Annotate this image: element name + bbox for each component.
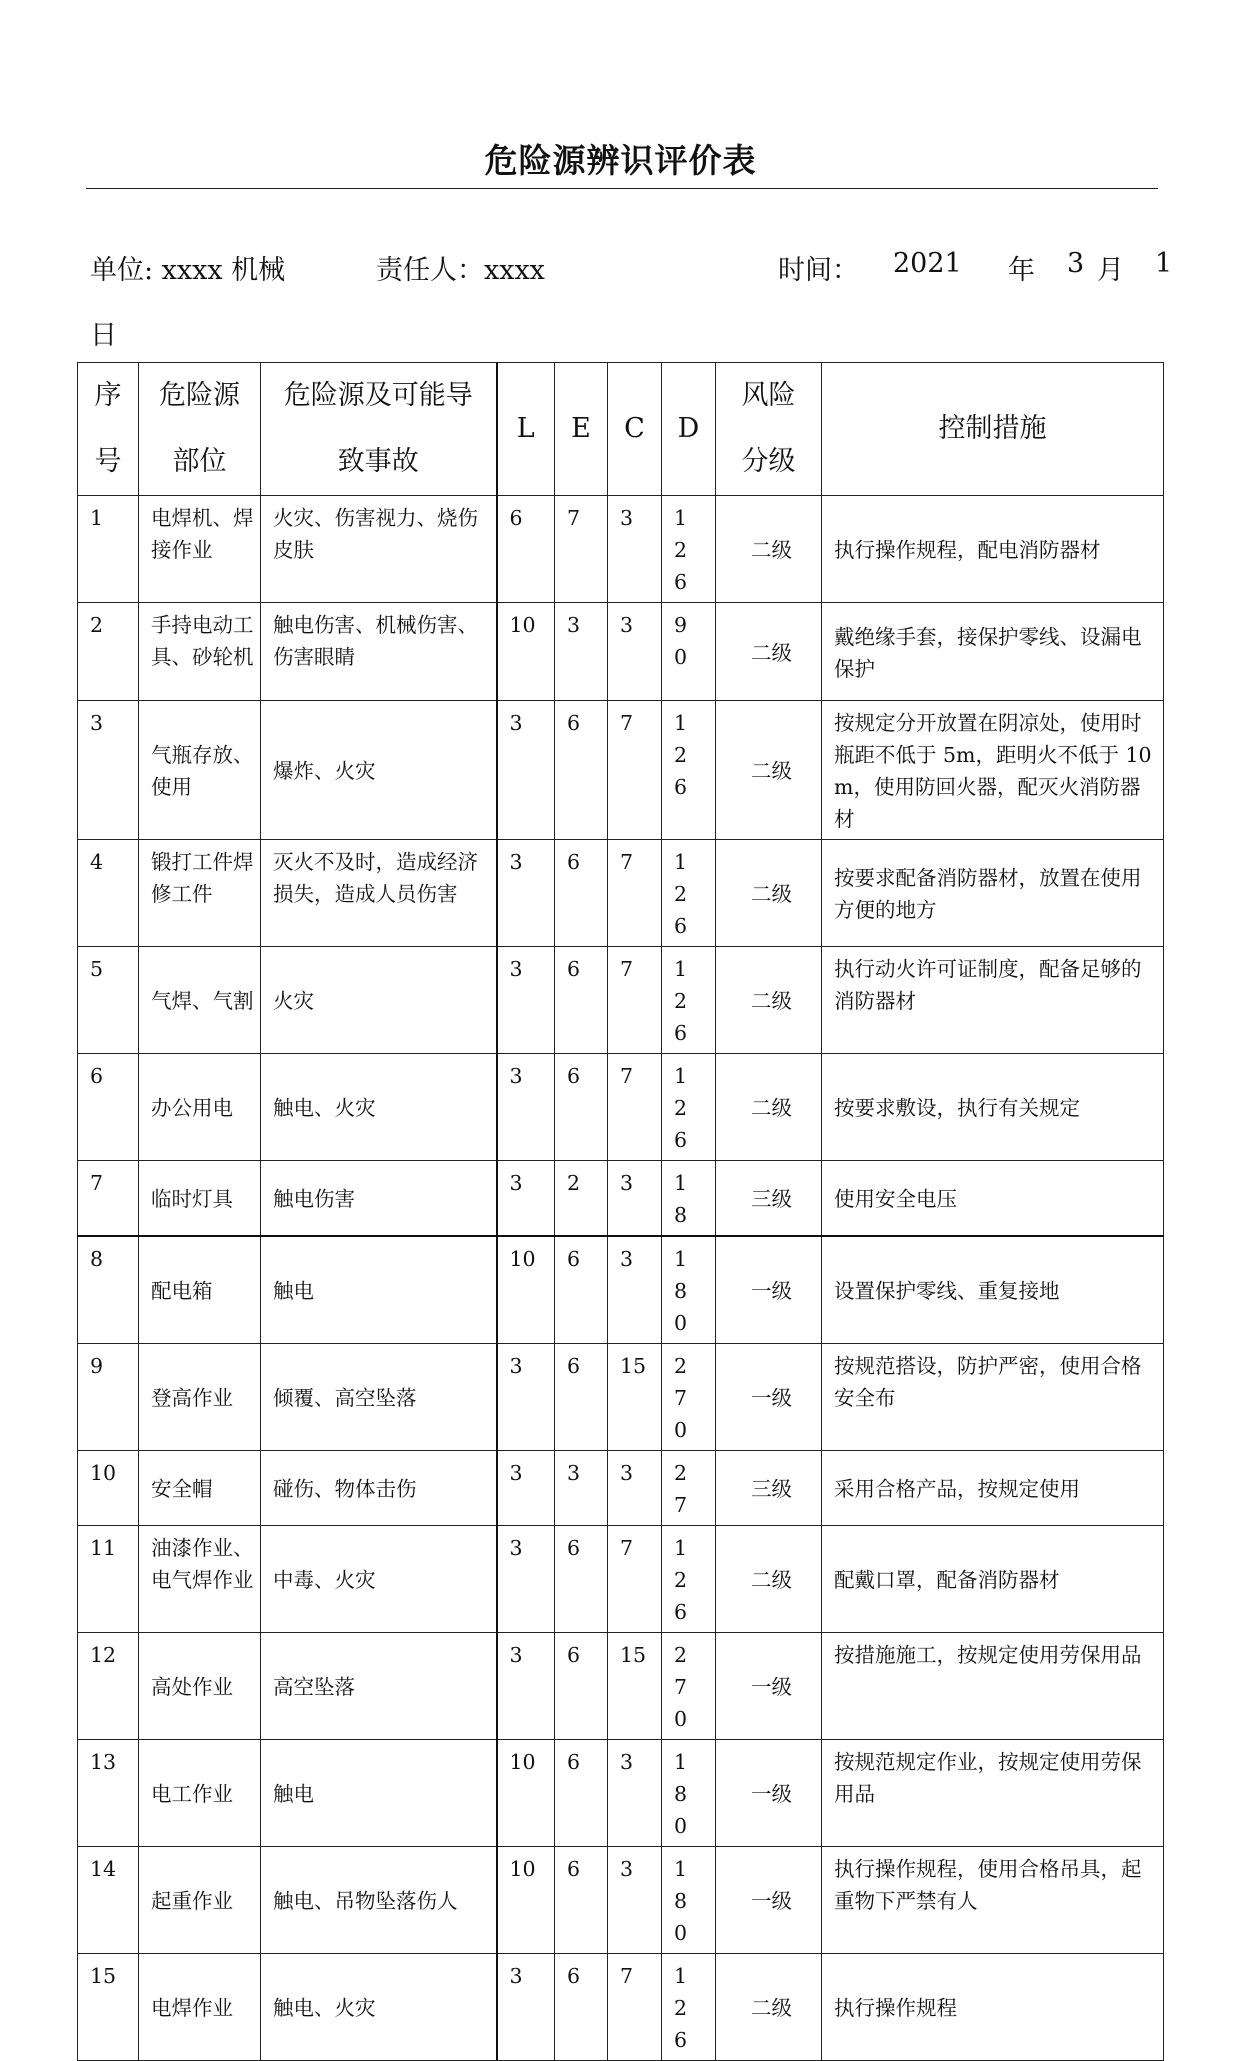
cell-level: 一级 xyxy=(716,1740,822,1847)
cell-location: 手持电动工具、砂轮机 xyxy=(139,603,261,701)
cell-c: 7 xyxy=(608,947,662,1054)
cell-measures: 执行操作规程 xyxy=(822,1954,1164,2061)
cell-hazard: 高空坠落 xyxy=(261,1633,497,1740)
cell-d-value: 90 xyxy=(674,613,688,669)
cell-d-value: 126 xyxy=(674,1964,688,2052)
year-unit: 年 xyxy=(1008,255,1035,286)
time-label: 时间： xyxy=(778,255,859,286)
person-label: 责任人：xxxx xyxy=(376,255,545,286)
cell-measures: 按要求配备消防器材，放置在使用方便的地方 xyxy=(822,840,1164,947)
cell-d-value: 180 xyxy=(674,1247,688,1335)
cell-index: 8 xyxy=(78,1236,139,1344)
table-header-row xyxy=(78,363,1164,496)
hazard-table xyxy=(77,362,1164,2061)
cell-level: 二级 xyxy=(716,496,822,603)
cell-level: 一级 xyxy=(716,1344,822,1451)
cell-measures: 执行动火许可证制度，配备足够的消防器材 xyxy=(822,947,1164,1054)
cell-measures: 使用安全电压 xyxy=(822,1161,1164,1237)
cell-measures: 设置保护零线、重复接地 xyxy=(822,1236,1164,1344)
cell-l: 3 xyxy=(497,1161,555,1237)
cell-l: 10 xyxy=(497,1740,555,1847)
day-unit: 日 xyxy=(90,320,117,351)
cell-hazard: 触电伤害、机械伤害、伤害眼睛 xyxy=(261,603,497,701)
cell-d-value: 180 xyxy=(674,1750,688,1838)
cell-hazard: 灭火不及时，造成经济损失，造成人员伤害 xyxy=(261,840,497,947)
page-title: 危险源辨识评价表 xyxy=(484,141,757,180)
cell-hazard: 触电、火灾 xyxy=(261,1054,497,1161)
cell-d-value: 126 xyxy=(674,506,688,594)
cell-d xyxy=(662,1847,716,1954)
cell-level: 二级 xyxy=(716,947,822,1054)
cell-index: 9 xyxy=(78,1344,139,1451)
table-row xyxy=(78,1236,1164,1344)
table-row xyxy=(78,603,1164,701)
cell-l: 3 xyxy=(497,1054,555,1161)
cell-measures: 按措施施工，按规定使用劳保用品 xyxy=(822,1633,1164,1740)
header-level-line2: 分级 xyxy=(741,446,796,477)
cell-d xyxy=(662,1344,716,1451)
cell-index: 1 xyxy=(78,496,139,603)
cell-e: 3 xyxy=(555,1451,608,1526)
cell-location: 锻打工件焊修工件 xyxy=(139,840,261,947)
cell-hazard: 碰伤、物体击伤 xyxy=(261,1451,497,1526)
cell-d xyxy=(662,1054,716,1161)
cell-e: 6 xyxy=(555,840,608,947)
cell-c: 7 xyxy=(608,1526,662,1633)
cell-level: 二级 xyxy=(716,1054,822,1161)
month-unit: 月 xyxy=(1097,255,1124,286)
cell-d xyxy=(662,1161,716,1237)
header-hazard-line1: 危险源及可能导 xyxy=(283,380,473,411)
table-row xyxy=(78,701,1164,840)
cell-e: 6 xyxy=(555,1344,608,1451)
cell-location: 油漆作业、电气焊作业 xyxy=(139,1526,261,1633)
cell-d xyxy=(662,1954,716,2061)
cell-level: 二级 xyxy=(716,701,822,840)
header-c: C xyxy=(608,363,662,496)
cell-l: 3 xyxy=(497,1451,555,1526)
cell-c: 3 xyxy=(608,1847,662,1954)
cell-index: 15 xyxy=(78,1954,139,2061)
cell-d-value: 18 xyxy=(674,1171,688,1227)
cell-d-value: 27 xyxy=(674,1461,688,1517)
header-l: L xyxy=(497,363,555,496)
cell-d-value: 126 xyxy=(674,850,688,938)
cell-c: 3 xyxy=(608,1740,662,1847)
cell-e: 6 xyxy=(555,1954,608,2061)
cell-d xyxy=(662,1236,716,1344)
cell-l: 3 xyxy=(497,840,555,947)
cell-d xyxy=(662,840,716,947)
cell-c: 3 xyxy=(608,496,662,603)
cell-l: 10 xyxy=(497,603,555,701)
cell-e: 6 xyxy=(555,701,608,840)
table-row xyxy=(78,1847,1164,1954)
cell-measures: 执行操作规程，配电消防器材 xyxy=(822,496,1164,603)
table-row xyxy=(78,1344,1164,1451)
cell-l: 3 xyxy=(497,1954,555,2061)
table-body xyxy=(78,496,1164,2061)
cell-d-value: 126 xyxy=(674,957,688,1045)
cell-level: 三级 xyxy=(716,1451,822,1526)
header-level xyxy=(716,363,822,496)
cell-d xyxy=(662,1526,716,1633)
cell-l: 3 xyxy=(497,701,555,840)
cell-level: 二级 xyxy=(716,603,822,701)
cell-hazard: 爆炸、火灾 xyxy=(261,701,497,840)
cell-hazard: 触电伤害 xyxy=(261,1161,497,1237)
cell-location: 电焊作业 xyxy=(139,1954,261,2061)
cell-c: 7 xyxy=(608,701,662,840)
cell-e: 6 xyxy=(555,1526,608,1633)
unit-label: 单位: xxxx 机械 xyxy=(90,255,286,286)
cell-location: 气焊、气割 xyxy=(139,947,261,1054)
cell-l: 3 xyxy=(497,1344,555,1451)
cell-location: 电工作业 xyxy=(139,1740,261,1847)
cell-d-value: 270 xyxy=(674,1354,688,1442)
cell-d xyxy=(662,603,716,701)
cell-d-value: 180 xyxy=(674,1857,688,1945)
cell-c: 7 xyxy=(608,1954,662,2061)
cell-e: 6 xyxy=(555,947,608,1054)
cell-e: 2 xyxy=(555,1161,608,1237)
month-value: 3 xyxy=(1067,248,1085,279)
cell-c: 15 xyxy=(608,1344,662,1451)
cell-c: 7 xyxy=(608,1054,662,1161)
cell-location: 办公用电 xyxy=(139,1054,261,1161)
table-row xyxy=(78,1526,1164,1633)
cell-hazard: 触电、火灾 xyxy=(261,1954,497,2061)
cell-measures: 执行操作规程，使用合格吊具，起重物下严禁有人 xyxy=(822,1847,1164,1954)
table-row xyxy=(78,1633,1164,1740)
cell-measures: 按规范规定作业，按规定使用劳保用品 xyxy=(822,1740,1164,1847)
table-row xyxy=(78,1740,1164,1847)
cell-hazard: 触电 xyxy=(261,1740,497,1847)
cell-l: 3 xyxy=(497,1526,555,1633)
cell-l: 10 xyxy=(497,1847,555,1954)
cell-hazard: 触电 xyxy=(261,1236,497,1344)
table-row xyxy=(78,947,1164,1054)
cell-d xyxy=(662,1633,716,1740)
table-row xyxy=(78,1054,1164,1161)
cell-location: 安全帽 xyxy=(139,1451,261,1526)
cell-d xyxy=(662,1451,716,1526)
cell-location: 起重作业 xyxy=(139,1847,261,1954)
cell-index: 13 xyxy=(78,1740,139,1847)
header-location-line2: 部位 xyxy=(172,446,227,477)
cell-location: 高处作业 xyxy=(139,1633,261,1740)
cell-d-value: 270 xyxy=(674,1643,688,1731)
cell-d xyxy=(662,947,716,1054)
cell-index: 4 xyxy=(78,840,139,947)
cell-e: 6 xyxy=(555,1740,608,1847)
cell-c: 15 xyxy=(608,1633,662,1740)
cell-d xyxy=(662,701,716,840)
cell-index: 3 xyxy=(78,701,139,840)
cell-measures: 按要求敷设，执行有关规定 xyxy=(822,1054,1164,1161)
cell-measures: 采用合格产品，按规定使用 xyxy=(822,1451,1164,1526)
header-location-line1: 危险源 xyxy=(159,380,240,411)
cell-e: 3 xyxy=(555,603,608,701)
cell-index: 14 xyxy=(78,1847,139,1954)
cell-l: 3 xyxy=(497,1633,555,1740)
cell-measures: 按规定分开放置在阴凉处，使用时瓶距不低于 5m，距明火不低于 10m，使用防回火器，配灭火消防器材 xyxy=(822,701,1164,840)
cell-d-value: 126 xyxy=(674,1064,688,1152)
cell-level: 二级 xyxy=(716,840,822,947)
cell-l: 6 xyxy=(497,496,555,603)
cell-d-value: 126 xyxy=(674,711,688,799)
cell-index: 11 xyxy=(78,1526,139,1633)
header-index-line2: 号 xyxy=(94,446,122,477)
cell-l: 10 xyxy=(497,1236,555,1344)
cell-d xyxy=(662,1740,716,1847)
cell-d xyxy=(662,496,716,603)
header-measures: 控制措施 xyxy=(822,363,1164,496)
cell-index: 12 xyxy=(78,1633,139,1740)
cell-measures: 戴绝缘手套，接保护零线、设漏电保护 xyxy=(822,603,1164,701)
cell-location: 登高作业 xyxy=(139,1344,261,1451)
day-value: 1 xyxy=(1155,248,1173,279)
cell-c: 3 xyxy=(608,1451,662,1526)
cell-measures: 按规范搭设，防护严密，使用合格安全布 xyxy=(822,1344,1164,1451)
header-e: E xyxy=(555,363,608,496)
cell-index: 6 xyxy=(78,1054,139,1161)
cell-e: 6 xyxy=(555,1847,608,1954)
table-row xyxy=(78,1954,1164,2061)
cell-index: 5 xyxy=(78,947,139,1054)
title-divider xyxy=(86,188,1158,189)
cell-hazard: 火灾、伤害视力、烧伤皮肤 xyxy=(261,496,497,603)
cell-d-value: 126 xyxy=(674,1536,688,1624)
header-index-line1: 序 xyxy=(94,380,122,411)
cell-level: 一级 xyxy=(716,1633,822,1740)
cell-l: 3 xyxy=(497,947,555,1054)
header-index xyxy=(78,363,139,496)
header-level-line1: 风险 xyxy=(741,380,796,411)
table-row xyxy=(78,1451,1164,1526)
cell-e: 6 xyxy=(555,1054,608,1161)
cell-location: 临时灯具 xyxy=(139,1161,261,1237)
header-d: D xyxy=(662,363,716,496)
cell-e: 6 xyxy=(555,1236,608,1344)
cell-level: 三级 xyxy=(716,1161,822,1237)
cell-hazard: 火灾 xyxy=(261,947,497,1054)
table-row xyxy=(78,1161,1164,1237)
cell-c: 3 xyxy=(608,1236,662,1344)
cell-hazard: 倾覆、高空坠落 xyxy=(261,1344,497,1451)
cell-measures: 配戴口罩，配备消防器材 xyxy=(822,1526,1164,1633)
cell-index: 2 xyxy=(78,603,139,701)
cell-level: 二级 xyxy=(716,1954,822,2061)
cell-level: 二级 xyxy=(716,1526,822,1633)
header-hazard xyxy=(261,363,497,496)
cell-c: 7 xyxy=(608,840,662,947)
table-row xyxy=(78,496,1164,603)
year-value: 2021 xyxy=(893,248,962,279)
cell-level: 一级 xyxy=(716,1847,822,1954)
table-row xyxy=(78,840,1164,947)
cell-e: 7 xyxy=(555,496,608,603)
cell-location: 气瓶存放、使用 xyxy=(139,701,261,840)
header-location xyxy=(139,363,261,496)
cell-level: 一级 xyxy=(716,1236,822,1344)
cell-c: 3 xyxy=(608,603,662,701)
cell-e: 6 xyxy=(555,1633,608,1740)
cell-index: 7 xyxy=(78,1161,139,1237)
cell-location: 配电箱 xyxy=(139,1236,261,1344)
cell-location: 电焊机、焊接作业 xyxy=(139,496,261,603)
cell-hazard: 中毒、火灾 xyxy=(261,1526,497,1633)
cell-index: 10 xyxy=(78,1451,139,1526)
cell-c: 3 xyxy=(608,1161,662,1237)
cell-hazard: 触电、吊物坠落伤人 xyxy=(261,1847,497,1954)
header-hazard-line2: 致事故 xyxy=(337,446,419,477)
